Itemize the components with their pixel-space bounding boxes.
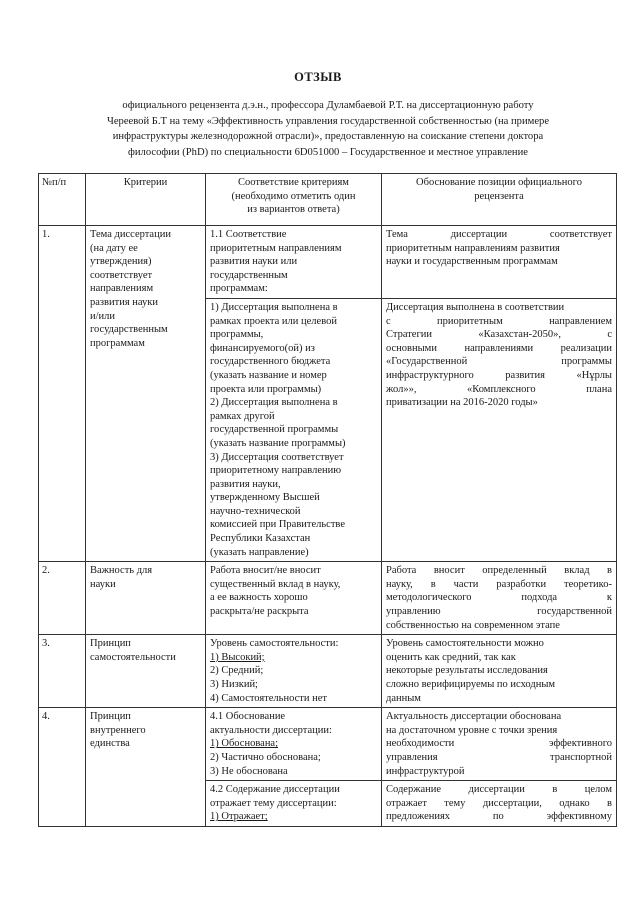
row-reason: Актуальность диссертации обоснована на достаточном уровне с точки зрения необходимости эффективного управления транспортной инфраструктурой <box>382 708 617 781</box>
header-criteria: Критерии <box>86 174 206 226</box>
intro-line: Череевой Б.Т на тему «Эффективность управления государственной собственностью (на примере <box>106 115 550 127</box>
row-compliance: 1) Диссертация выполнена в рамках проекта или целевой программы, финансируемого(ой) из государственного бюджета (указать название и номер проекта или программы) 2) Диссертация выполнена в рамках другой государственной программы (указать название программы) 3) Диссертация соответствует приоритетному направлению развития науки, утвержденному Высшей научно-технической комиссией при Правительстве Республики Казахстан (указать направление) <box>206 298 382 561</box>
row-reason: Уровень самостоятельности можно оценить как средний, так как некоторые результаты исследования сложно верифицируемы по исходным данным <box>382 635 617 708</box>
row-compliance: 4.1 Обоснование актуальности диссертации: 1) Обоснована; 2) Частично обоснована; 3) Не обоснована <box>206 708 382 781</box>
table-row <box>39 226 617 299</box>
row-compliance: 4.2 Содержание диссертации отражает тему диссертации: 1) Отражает; <box>206 781 382 827</box>
review-table <box>38 173 617 827</box>
intro-line: философии (PhD) по специальности 6D051000 – Государственное и местное управление <box>128 146 528 158</box>
row-reason: Работа вносит определенный вклад в науку, в части разработки теоретико- методологического подхода к управлению государственной собственностью на современном этапе <box>382 562 617 635</box>
row-reason: Диссертация выполнена в соответствии с приоритетным направлением Стратегии «Казахстан-2050», с основными направлениями реализации «Государственной программы инфраструктурного развития «Нұрлы жол»», «Комплексного плана приватизации на 2016-2020 годы» <box>382 298 617 561</box>
row-num: 1. <box>39 226 86 562</box>
header-compliance: Соответствие критериям (необходимо отметить один из вариантов ответа) <box>206 174 382 226</box>
row-compliance: 1.1 Соответствие приоритетным направлениям развития науки или государственным программам: <box>206 226 382 299</box>
row-compliance: Работа вносит/не вносит существенный вклад в науку, а ее важность хорошо раскрыта/не раскрыта <box>206 562 382 635</box>
row-compliance: Уровень самостоятельности: 1) Высокий; 2) Средний; 3) Низкий; 4) Самостоятельности нет <box>206 635 382 708</box>
header-reason: Обоснование позиции официального рецензента <box>382 174 617 226</box>
table-row <box>39 562 617 635</box>
row-criteria: Тема диссертации (на дату ее утверждения) соответствует направлениям развития науки и/или государственным программам <box>86 226 206 562</box>
row-num: 2. <box>39 562 86 635</box>
document-title: ОТЗЫВ <box>294 70 342 84</box>
row-num: 3. <box>39 635 86 708</box>
intro-line: официального рецензента д.э.н., профессора Дуламбаевой Р.Т. на диссертационную работу <box>122 100 534 111</box>
row-criteria: Принцип внутреннего единства <box>86 708 206 827</box>
table-row <box>39 635 617 708</box>
row-num: 4. <box>39 708 86 827</box>
row-reason: Содержание диссертации в целом отражает тему диссертации, однако в предложениях по эффективному <box>382 781 617 827</box>
intro-line: инфраструктуры железнодорожной отрасли)», предоставленную на соискание степени доктора <box>112 131 544 142</box>
row-reason: Тема диссертации соответствует приоритетным направлениям развития науки и государственным программам <box>382 226 617 299</box>
header-num: №п/п <box>39 174 86 226</box>
review-intro <box>58 98 598 160</box>
table-header-row <box>39 174 617 226</box>
row-criteria: Важность для науки <box>86 562 206 635</box>
table-row <box>39 708 617 781</box>
row-criteria: Принцип самостоятельности <box>86 635 206 708</box>
